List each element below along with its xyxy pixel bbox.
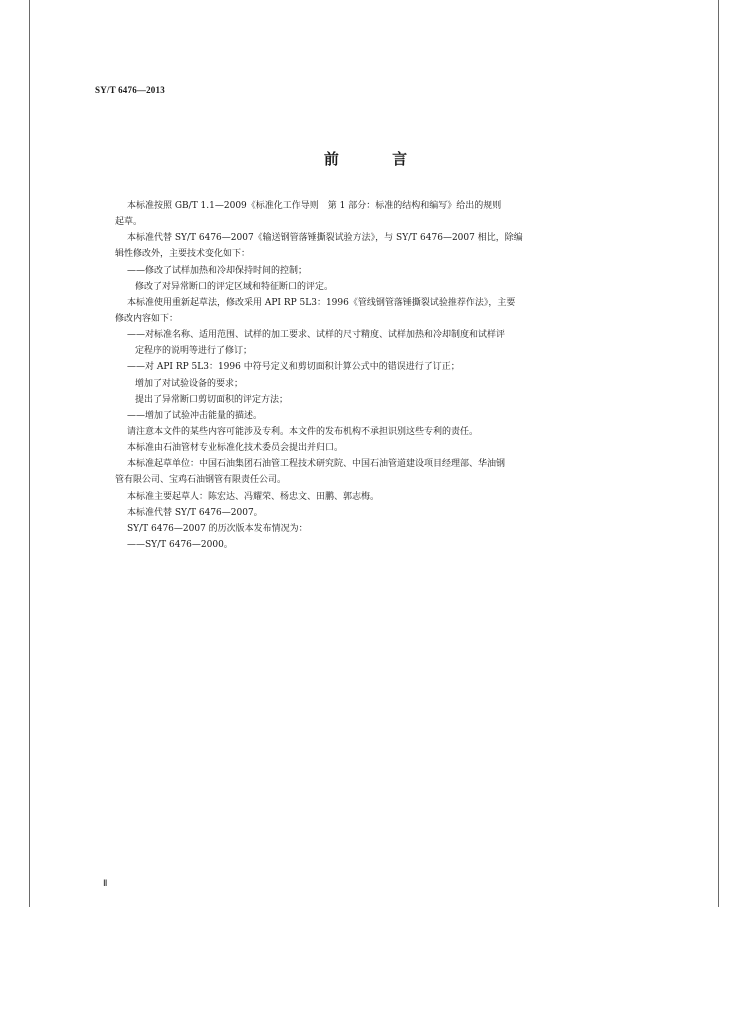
standard-code: SY/T 6476—2013 bbox=[95, 85, 165, 95]
list-item: 增加了对试验设备的要求； bbox=[135, 378, 244, 389]
text-line: 修改内容如下： bbox=[115, 313, 179, 324]
text-line: SY/T 6476—2007 的历次版本发布情况为： bbox=[127, 523, 308, 534]
text-line: 本标准代替 SY/T 6476—2007。 bbox=[127, 507, 263, 518]
list-item: 修改了对异常断口的评定区域和特征断口的评定。 bbox=[135, 281, 334, 292]
text-line: 本标准按照 GB/T 1.1—2009《标准化工作导则 第 1 部分：标准的结构和编写》给出的规则 bbox=[127, 201, 502, 211]
text-line: 辑性修改外，主要技术变化如下： bbox=[115, 249, 251, 260]
text-line: 请注意本文件的某些内容可能涉及专利。本文件的发布机构不承担识别这些专利的责任。 bbox=[127, 426, 479, 437]
text-line: 本标准由石油管材专业标准化技术委员会提出并归口。 bbox=[127, 443, 344, 454]
list-item: 定程序的说明等进行了修订； bbox=[135, 346, 253, 357]
page-border-right bbox=[718, 0, 719, 907]
list-item: ——SY/T 6476—2000。 bbox=[127, 539, 233, 550]
foreword-body bbox=[115, 198, 620, 553]
list-item: ——对 API RP 5L3：1996 中符号定义和剪切面积计算公式中的错误进行了订正； bbox=[127, 362, 460, 373]
text-line: 本标准主要起草人：陈宏达、冯耀荣、杨忠文、田鹏、郭志梅。 bbox=[127, 491, 380, 502]
list-item: ——对标准名称、适用范围、试样的加工要求、试样的尺寸精度、试样加热和冷却制度和试样评 bbox=[127, 330, 506, 341]
text-line: 起草。 bbox=[115, 217, 143, 228]
text-line: 管有限公司、宝鸡石油钢管有限责任公司。 bbox=[115, 475, 287, 486]
list-item: ——增加了试验冲击能量的描述。 bbox=[127, 410, 263, 421]
page-border-left bbox=[29, 0, 30, 907]
text-line: 本标准代替 SY/T 6476—2007《输送钢管落锤撕裂试验方法》，与 SY/T 6476—2007 相比，除编 bbox=[127, 233, 523, 244]
page-number: Ⅱ bbox=[103, 879, 108, 889]
page-title: 前 言 bbox=[323, 150, 432, 168]
text-line: 本标准使用重新起草法，修改采用 API RP 5L3：1996《管线钢管落锤撕裂试验推荐作法》，主要 bbox=[127, 297, 516, 308]
text-line: 本标准起草单位：中国石油集团石油管工程技术研究院、中国石油管道建设项目经理部、华油钢 bbox=[127, 459, 506, 470]
list-item: 提出了异常断口剪切面积的评定方法； bbox=[135, 394, 289, 405]
list-item: ——修改了试样加热和冷却保持时间的控制； bbox=[127, 265, 308, 276]
